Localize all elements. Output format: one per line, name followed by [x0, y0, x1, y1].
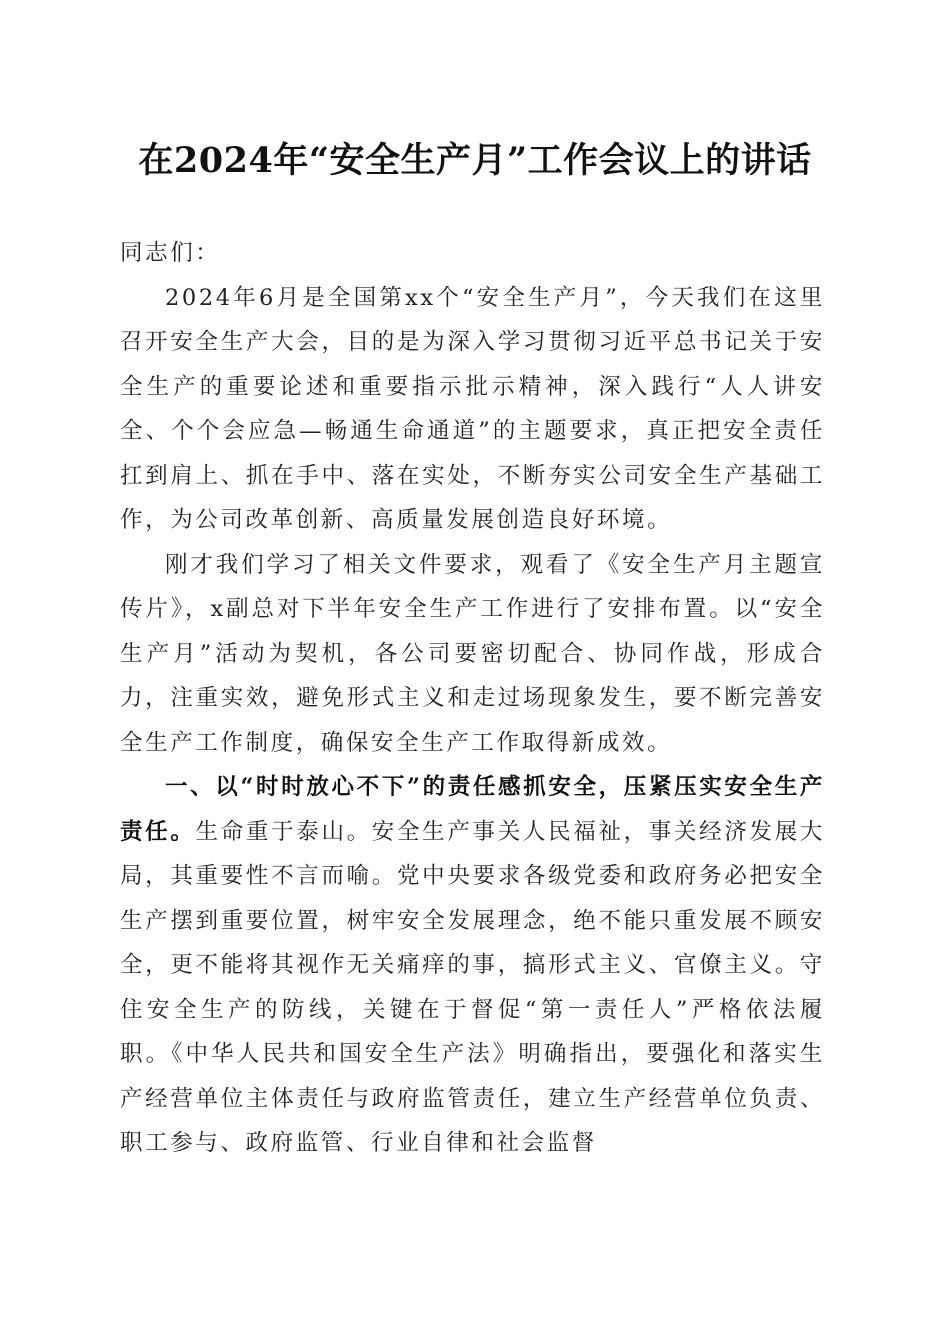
section-1-body: 生命重于泰山。安全生产事关人民福祉，事关经济发展大局，其重要性不言而喻。党中央要求各级党委和政府务必把安全生产摆到重要位置，树牢安全发展理念，绝不能只重发展不顾安全，更不能将其视作无关痛痒的事，搞形式主义、官僚主义。守住安全生产的防线，关键在于督促“第一责任人”严格依法履职。《中华人民共和国安全生产法》明确指出，要强化和落实生产经营单位主体责任与政府监管责任，建立生产经营单位负责、职工参与、政府监管、行业自律和社会监督 — [120, 818, 825, 1156]
document-body — [120, 231, 825, 1166]
paragraph-review: 刚才我们学习了相关文件要求，观看了《安全生产月主题宣传片》，x副总对下半年安全生产工作进行了安排布置。以“安全生产月”活动为契机，各公司要密切配合、协同作战，形成合力，注重实效，避免形式主义和走过场现象发生，要不断完善安全生产工作制度，确保安全生产工作取得新成效。 — [120, 551, 825, 756]
section-1-heading: 一、以“时时放心不下”的责任感抓安全，压紧压实安全生产责任。 — [120, 774, 825, 845]
paragraph-opening: 2024年6月是全国第xx个“安全生产月”，今天我们在这里召开安全生产大会，目的是为深入学习贯彻习近平总书记关于安全生产的重要论述和重要指示批示精神，深入践行“人人讲安全、个个会应急—畅通生命通道”的主题要求，真正把安全责任扛到肩上、抓在手中、落在实处，不断夯实公司安全生产基础工作，为公司改革创新、高质量发展创造良好环境。 — [120, 284, 825, 533]
document-title: 在2024年“安全生产月”工作会议上的讲话 — [138, 140, 812, 181]
section-1 — [120, 765, 825, 1166]
salutation: 同志们： — [120, 240, 221, 266]
